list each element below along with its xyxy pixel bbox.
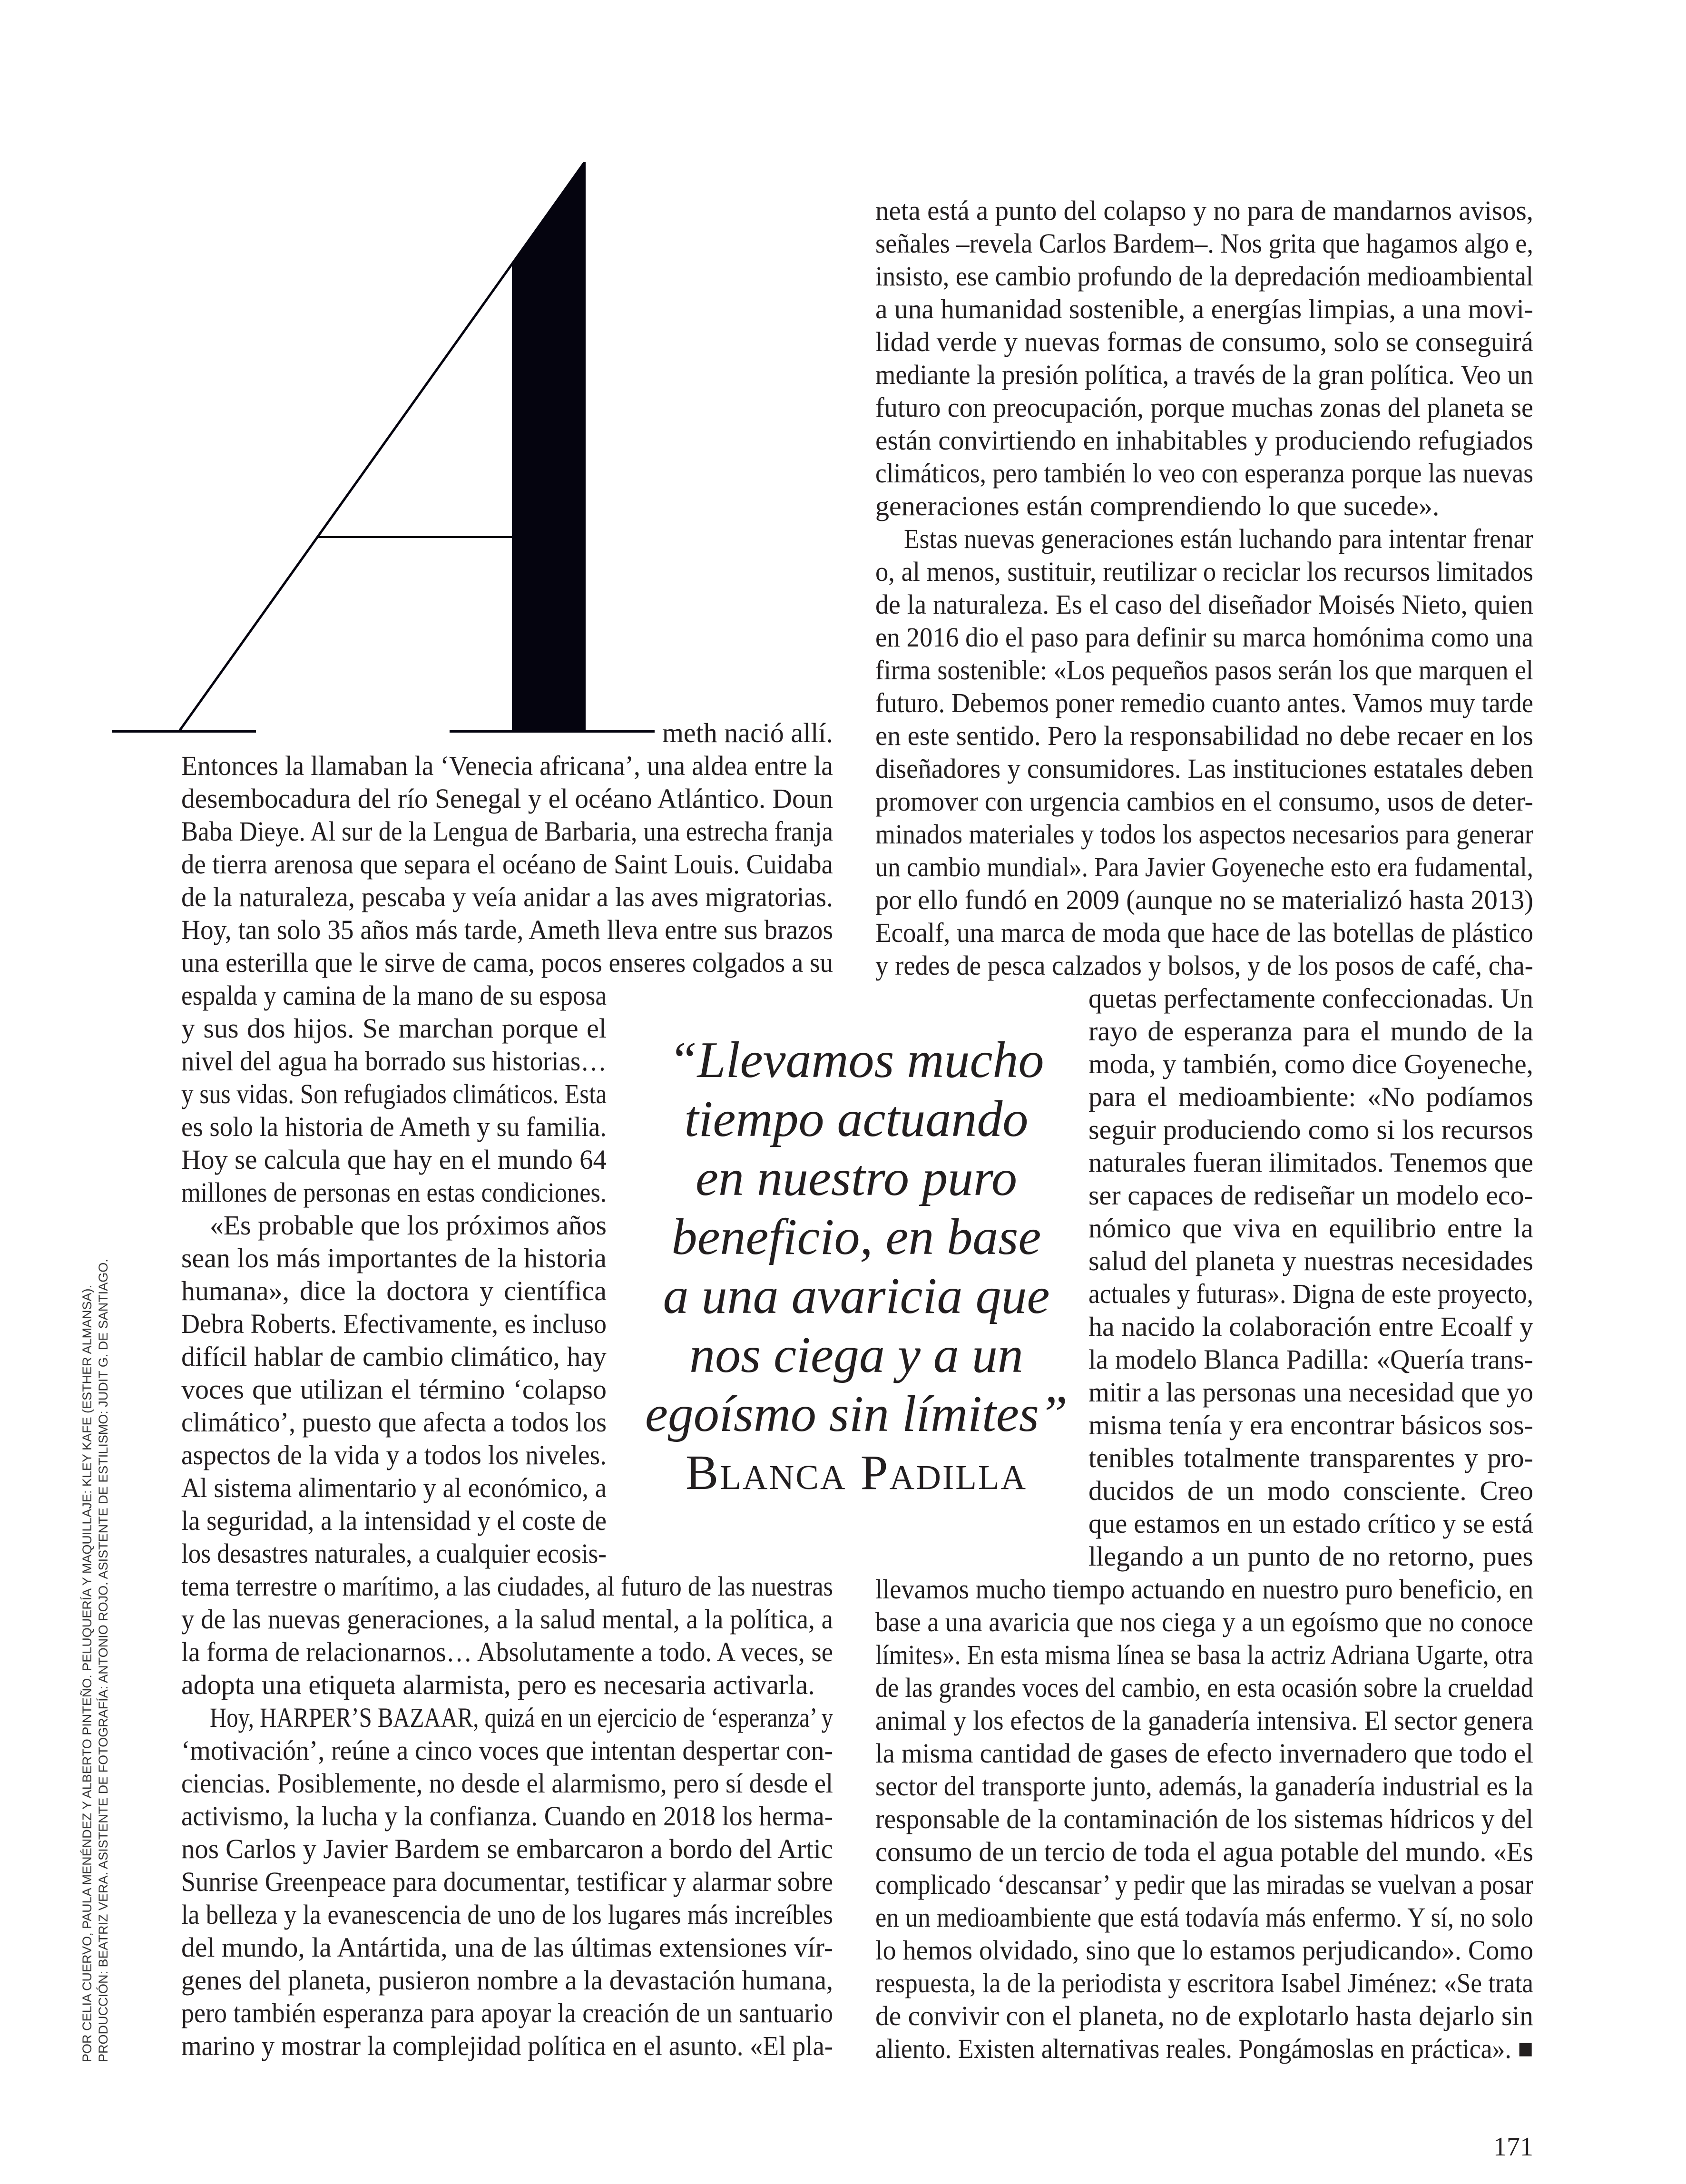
text-line (181, 946, 833, 979)
text-line-content: diseñadores y consumidores. Las instituciones estatales deben (875, 753, 1533, 784)
text-line-content: de convivir con el planeta, no de explotarlo hasta dejarlo sin (875, 2000, 1533, 2031)
drop-cap-a-glyph (112, 162, 655, 731)
text-line-content: lo hemos olvidado, sino que lo estamos perjudicando». Como (875, 1935, 1533, 1966)
text-line (1088, 1113, 1533, 1146)
text-line-content: Entonces la llamaban la ‘Venecia africana’, una aldea entre la (181, 750, 833, 781)
text-line (875, 916, 1533, 949)
text-line (181, 1176, 607, 1209)
text-line (181, 1110, 607, 1143)
text-line (1088, 1409, 1533, 1441)
text-line (875, 588, 1533, 621)
text-line (181, 913, 833, 946)
text-line-content: nómico que viva en equilibrio entre la (1088, 1213, 1533, 1244)
text-line-content: Hoy, HARPER’S BAZAAR, quizá en un ejercicio de ‘esperanza’ y (210, 1702, 833, 1733)
text-line-content: moda, y también, como dice Goyeneche, (1088, 1048, 1533, 1079)
text-line-content: aspectos de la vida y a todos los niveles. (181, 1440, 607, 1470)
text-line (875, 1967, 1533, 1999)
text-line (1088, 1179, 1533, 1212)
text-line-content: Ecoalf, una marca de moda que hace de las botellas de plástico (875, 917, 1533, 948)
text-line-content: nos Carlos y Javier Bardem se embarcaron a bordo del Artic (181, 1833, 833, 1864)
text-line (1088, 1277, 1533, 1310)
text-line (181, 1537, 607, 1570)
article-text-right-bottom (875, 1573, 1533, 2065)
text-line-content: responsable de la contaminación de los sistemas hídricos y del (875, 1803, 1533, 1834)
article-text-right-narrow (1088, 982, 1533, 1573)
pull-quote-line: en nuestro puro (696, 1150, 1017, 1206)
text-line (181, 1898, 833, 1931)
text-line-content: mediante la presión política, a través de la gran política. Veo un (875, 359, 1533, 390)
text-line-content: aliento. Existen alternativas reales. Pongámoslas en práctica». ■ (875, 2033, 1533, 2064)
text-line (1088, 1048, 1533, 1080)
text-line (1088, 982, 1533, 1015)
text-line (875, 457, 1533, 490)
text-line-content: Estas nuevas generaciones están luchando para intentar frenar (904, 523, 1533, 554)
text-line (181, 1340, 607, 1373)
text-line (181, 848, 833, 881)
pull-quote-attribution: Blanca Padilla (685, 1445, 1028, 1500)
text-line-content: generaciones están comprendiendo lo que sucede». (875, 490, 1440, 521)
text-line (875, 194, 1533, 227)
text-line-content: una esterilla que le sirve de cama, pocos enseres colgados a su (181, 947, 833, 978)
text-line (875, 1737, 1533, 1770)
text-line (875, 883, 1533, 916)
text-line-content: ‘motivación’, reúne a cinco voces que intentan despertar con- (181, 1735, 833, 1766)
text-line (875, 2032, 1533, 2065)
text-line-content: están convirtiendo en inhabitables y produciendo refugiados (875, 425, 1533, 456)
text-line (875, 1802, 1533, 1835)
text-line-content: futuro con preocupación, porque muchas zonas del planeta se (875, 392, 1533, 423)
pull-quote-line: a una avaricia que (663, 1268, 1050, 1324)
text-line-content: complicado ‘descansar’ y pedir que las miradas se vuelvan a posar (875, 1869, 1533, 1900)
pull-quote-line: beneficio, en base (671, 1209, 1041, 1265)
text-line-content: en un medioambiente que está todavía más enfermo. Y sí, no solo (875, 1902, 1533, 1933)
text-line-content: y redes de pesca calzados y bolsos, y de los posos de café, cha- (875, 950, 1533, 981)
page-number: 171 (1493, 2132, 1533, 2162)
text-line-content: los desastres naturales, a cualquier ecosis- (181, 1538, 607, 1569)
text-line-content: y de las nuevas generaciones, a la salud mental, a la política, a (181, 1604, 833, 1635)
text-line (875, 555, 1533, 588)
article-text-opening (618, 716, 833, 749)
text-line-content: animal y los efectos de la ganadería intensiva. El sector genera (875, 1705, 1533, 1736)
text-line-content: quetas perfectamente confeccionadas. Un (1088, 983, 1533, 1014)
text-line (181, 1734, 833, 1767)
text-line-content: minados materiales y todos los aspectos necesarios para generar (875, 819, 1533, 850)
text-line (181, 979, 607, 1012)
text-line-content: es solo la historia de Ameth y su familia. (181, 1111, 607, 1142)
text-line (181, 1767, 833, 1800)
text-line-content: de la naturaleza. Es el caso del diseñador Moisés Nieto, quien (875, 589, 1533, 620)
text-line-content: difícil hablar de cambio climático, hay (181, 1341, 607, 1372)
text-line (875, 325, 1533, 358)
text-line-content: voces que utilizan el término ‘colapso (181, 1374, 607, 1405)
text-line (1088, 1343, 1533, 1376)
text-line (875, 358, 1533, 391)
text-line (1088, 1146, 1533, 1179)
text-line-content: climáticos, pero también lo veo con esperanza porque las nuevas (875, 458, 1533, 489)
text-line (875, 686, 1533, 719)
text-line-content: señales –revela Carlos Bardem–. Nos grita que hagamos algo e, (875, 228, 1533, 259)
text-line (181, 1077, 607, 1110)
text-line (181, 1964, 833, 1997)
text-line-content: sean los más importantes de la historia (181, 1243, 607, 1273)
text-line (875, 1606, 1533, 1638)
text-line-content: consumo de un tercio de toda el agua potable del mundo. «Es (875, 1836, 1533, 1867)
text-line (181, 1570, 833, 1603)
pull-quote-line: egoísmo sin límites” (645, 1386, 1068, 1442)
text-line-content: Sunrise Greenpeace para documentar, testificar y alarmar sobre (181, 1866, 833, 1897)
text-line (181, 782, 833, 815)
text-line (181, 1045, 607, 1077)
text-line (875, 1934, 1533, 1967)
text-line (1088, 1376, 1533, 1409)
text-line (875, 490, 1533, 522)
text-line-content: base a una avaricia que nos ciega y a un egoísmo que no conoce (875, 1606, 1533, 1637)
text-line-content: llegando a un punto de no retorno, pues (1088, 1541, 1533, 1572)
text-line (181, 1701, 833, 1734)
article-text-right-top (875, 194, 1533, 982)
text-line-content: neta está a punto del colapso y no para de mandarnos avisos, (875, 195, 1533, 226)
text-line (618, 716, 833, 749)
text-line-content: del mundo, la Antártida, una de las últimas extensiones vír- (181, 1932, 833, 1963)
text-line-content: la misma cantidad de gases de efecto invernadero que todo el (875, 1738, 1533, 1769)
text-line-content: ser capaces de rediseñar un modelo eco- (1088, 1180, 1533, 1211)
text-line (181, 1274, 607, 1307)
text-line (875, 719, 1533, 752)
text-line (181, 1242, 607, 1274)
text-line-content: o, al menos, sustituir, reutilizar o reciclar los recursos limitados (875, 556, 1533, 587)
text-line-content: tenibles totalmente transparentes y pro- (1088, 1442, 1533, 1473)
text-line-content: la modelo Blanca Padilla: «Quería trans- (1088, 1344, 1533, 1375)
text-line-content: meth nació allí. (662, 717, 833, 748)
photo-credits (79, 1254, 117, 2062)
text-line-content: un cambio mundial». Para Javier Goyeneche esto era fudamental, (875, 852, 1533, 882)
text-line-content: de la naturaleza, pescaba y veía anidar a las aves migratorias. (181, 881, 833, 912)
text-line-content: y sus vidas. Son refugiados climáticos. Esta (181, 1078, 607, 1109)
text-line (181, 1865, 833, 1898)
text-line-content: Hoy, tan solo 35 años más tarde, Ameth lleva entre sus brazos (181, 914, 833, 945)
text-line-content: Al sistema alimentario y al económico, a (181, 1472, 607, 1503)
text-line-content: Baba Dieye. Al sur de la Lengua de Barbaria, una estrecha franja (181, 816, 833, 847)
text-line (875, 1638, 1533, 1671)
text-line-content: espalda y camina de la mano de su esposa (181, 980, 607, 1011)
text-line-content: salud del planeta y nuestras necesidades (1088, 1245, 1533, 1276)
text-line-content: tema terrestre o marítimo, a las ciudades, al futuro de las nuestras (181, 1571, 833, 1602)
text-line (181, 1406, 607, 1439)
text-line (1088, 1441, 1533, 1474)
text-line (181, 1931, 833, 1964)
text-line-content: para el medioambiente: «No podíamos (1088, 1081, 1533, 1112)
text-line-content: Hoy se calcula que hay en el mundo 64 (181, 1144, 607, 1175)
text-line (181, 1603, 833, 1636)
text-line (875, 785, 1533, 818)
text-line (181, 1832, 833, 1865)
text-line-content: que estamos en un estado crítico y se está (1088, 1508, 1533, 1539)
pull-quote (633, 1031, 1080, 1504)
text-line (875, 818, 1533, 851)
text-line (875, 391, 1533, 424)
text-line-content: de tierra arenosa que separa el océano de Saint Louis. Cuidaba (181, 849, 833, 880)
text-line (181, 1997, 833, 2029)
text-line (181, 1504, 607, 1537)
text-line (1088, 1474, 1533, 1507)
pull-quote-line: nos ciega y a un (689, 1327, 1023, 1383)
credits-line-1: POR CELIA CUERVO, PAULA MENÉNDEZ Y ALBERTO PINTEÑO. PELUQUERÍA Y MAQUILLAJE: KLEY KAFE (ESTHER ALMANSA). (80, 1284, 94, 2062)
drop-cap-a (0, 0, 666, 742)
text-line (181, 1668, 833, 1701)
pull-quote-line: tiempo actuando (684, 1091, 1029, 1147)
text-line (181, 881, 833, 913)
text-line (181, 1471, 607, 1504)
text-line-content: la belleza y la evanescencia de uno de los lugares más increíbles (181, 1899, 833, 1930)
text-line-content: la seguridad, a la intensidad y el coste de (181, 1505, 607, 1536)
text-line (875, 1835, 1533, 1868)
text-line-content: límites». En esta misma línea se basa la actriz Adriana Ugarte, otra (875, 1639, 1533, 1670)
text-line (181, 1143, 607, 1176)
text-line-content: humana», dice la doctora y científica (181, 1275, 607, 1306)
text-line (1088, 1080, 1533, 1113)
text-line-content: ha nacido la colaboración entre Ecoalf y (1088, 1311, 1533, 1342)
text-line-content: llevamos mucho tiempo actuando en nuestro puro beneficio, en (875, 1574, 1533, 1605)
text-line-content: respuesta, la de la periodista y escritora Isabel Jiménez: «Se trata (875, 1968, 1533, 1998)
text-line-content: futuro. Debemos poner remedio cuanto antes. Vamos muy tarde (875, 687, 1533, 718)
text-line-content: en 2016 dio el paso para definir su marca homónima como una (875, 622, 1533, 653)
text-line-content: naturales fueran ilimitados. Tenemos que (1088, 1147, 1533, 1178)
article-text-left-bottom (181, 1570, 833, 2062)
text-line-content: mitir a las personas una necesidad que yo (1088, 1377, 1533, 1408)
text-line (181, 1307, 607, 1340)
text-line-content: seguir produciendo como si los recursos (1088, 1114, 1533, 1145)
text-line-content: en este sentido. Pero la responsabilidad no debe recaer en los (875, 720, 1533, 751)
credits-line-2: PRODUCCIÓN: BEATRIZ VERA. ASISTENTE DE FOTOGRAFÍA: ANTONIO ROJO. ASISTENTE DE ESTILISMO: JUDIT G. DE SANTIAGO. (96, 1259, 110, 2062)
text-line-content: millones de personas en estas condiciones. (181, 1177, 607, 1208)
text-line (181, 749, 833, 782)
text-line (875, 1868, 1533, 1901)
text-line (875, 424, 1533, 457)
text-line-content: ducidos de un modo consciente. Creo (1088, 1475, 1533, 1506)
text-line (1088, 1015, 1533, 1048)
text-line (875, 1573, 1533, 1606)
text-line-content: de las grandes voces del cambio, en esta ocasión sobre la crueldad (875, 1672, 1533, 1703)
text-line-content: «Es probable que los próximos años (210, 1210, 607, 1241)
text-line (875, 227, 1533, 260)
text-line (1088, 1540, 1533, 1573)
text-line-content: rayo de esperanza para el mundo de la (1088, 1016, 1533, 1047)
text-line (181, 2029, 833, 2062)
text-line (875, 1671, 1533, 1704)
text-line-content: insisto, ese cambio profundo de la depredación medioambiental (875, 261, 1533, 292)
text-line (875, 949, 1533, 982)
text-line-content: Debra Roberts. Efectivamente, es incluso (181, 1308, 607, 1339)
text-line-content: marino y mostrar la complejidad política en el asunto. «El pla- (181, 2030, 833, 2061)
article-text-left-narrow (181, 979, 607, 1570)
text-line-content: climático’, puesto que afecta a todos los (181, 1407, 607, 1438)
text-line-content: la forma de relacionarnos… Absolutamente a todo. A veces, se (181, 1636, 833, 1667)
text-line (875, 1704, 1533, 1737)
text-line-content: promover con urgencia cambios en el consumo, usos de deter- (875, 786, 1533, 817)
text-line (875, 654, 1533, 686)
text-line (181, 1373, 607, 1406)
text-line-content: pero también esperanza para apoyar la creación de un santuario (181, 1998, 833, 2028)
text-line-content: adopta una etiqueta alarmista, pero es necesaria activarla. (181, 1669, 815, 1700)
text-line (181, 1439, 607, 1471)
text-line-content: genes del planeta, pusieron nombre a la devastación humana, (181, 1965, 833, 1996)
text-line-content: actuales y futuras». Digna de este proyecto, (1088, 1278, 1533, 1309)
text-line (875, 260, 1533, 293)
text-line (875, 851, 1533, 883)
text-line (181, 1800, 833, 1832)
text-line (875, 1770, 1533, 1802)
text-line-content: misma tenía y era encontrar básicos sos- (1088, 1410, 1533, 1440)
text-line (181, 1012, 607, 1045)
text-line-content: y sus dos hijos. Se marchan porque el (181, 1013, 607, 1044)
article-text-left-top (181, 749, 833, 979)
pull-quote-line: “Llevamos mucho (668, 1032, 1044, 1088)
text-line (875, 752, 1533, 785)
text-line (875, 293, 1533, 325)
text-line (1088, 1244, 1533, 1277)
text-line-content: lidad verde y nuevas formas de consumo, solo se conseguirá (875, 326, 1533, 357)
text-line (181, 1209, 607, 1242)
text-line (875, 621, 1533, 654)
text-line (1088, 1507, 1533, 1540)
text-line-content: por ello fundó en 2009 (aunque no se materializó hasta 2013) (875, 884, 1533, 915)
text-line-content: desembocadura del río Senegal y el océano Atlántico. Doun (181, 783, 833, 814)
text-line-content: firma sostenible: «Los pequeños pasos serán los que marquen el (875, 655, 1533, 686)
text-line-content: nivel del agua ha borrado sus historias… (181, 1046, 607, 1077)
text-line (875, 1901, 1533, 1934)
text-line-content: sector del transporte junto, además, la ganadería industrial es la (875, 1771, 1533, 1802)
text-line (1088, 1212, 1533, 1244)
text-line (181, 815, 833, 848)
text-line (1088, 1310, 1533, 1343)
text-line (181, 1636, 833, 1668)
text-line-content: activismo, la lucha y la confianza. Cuando en 2018 los herma- (181, 1801, 833, 1831)
text-line (875, 522, 1533, 555)
text-line-content: a una humanidad sostenible, a energías limpias, a una movi- (875, 294, 1533, 324)
text-line-content: ciencias. Posiblemente, no desde el alarmismo, pero sí desde el (181, 1768, 833, 1799)
text-line (875, 1999, 1533, 2032)
